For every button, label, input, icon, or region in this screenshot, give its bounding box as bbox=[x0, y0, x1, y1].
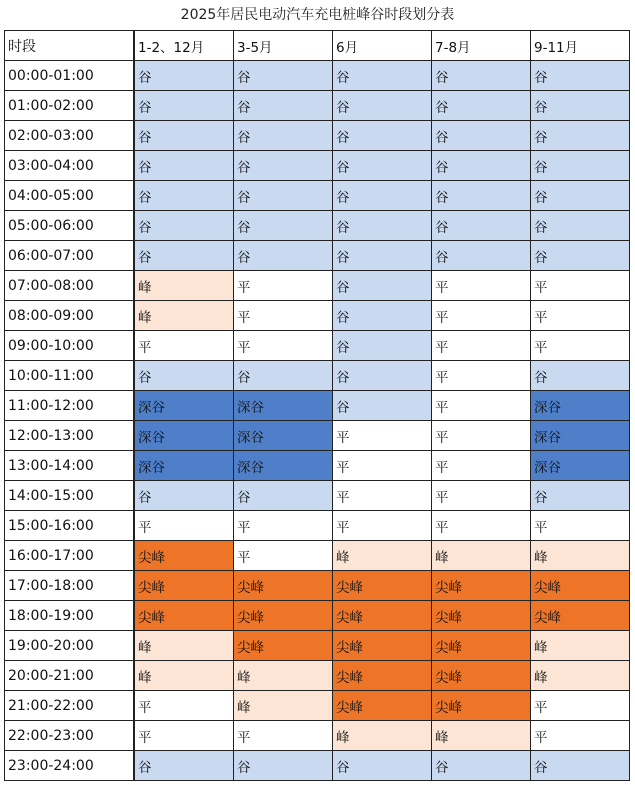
rate-cell: 平 bbox=[134, 331, 234, 361]
rate-cell: 平 bbox=[531, 271, 630, 301]
rate-cell: 尖峰 bbox=[531, 601, 630, 631]
rate-cell: 谷 bbox=[333, 151, 432, 181]
rate-cell: 谷 bbox=[333, 391, 432, 421]
rate-cell: 谷 bbox=[134, 61, 234, 91]
time-slot-cell: 17:00-18:00 bbox=[5, 571, 135, 601]
rate-cell: 谷 bbox=[531, 481, 630, 511]
table-row bbox=[5, 61, 630, 91]
rate-cell: 平 bbox=[234, 331, 333, 361]
time-slot-cell: 13:00-14:00 bbox=[5, 451, 135, 481]
rate-cell: 平 bbox=[432, 331, 531, 361]
rate-cell: 谷 bbox=[333, 751, 432, 781]
rate-cell: 谷 bbox=[234, 151, 333, 181]
rate-cell: 平 bbox=[234, 271, 333, 301]
rate-cell: 峰 bbox=[531, 661, 630, 691]
rate-cell: 平 bbox=[333, 481, 432, 511]
rate-cell: 谷 bbox=[531, 91, 630, 121]
rate-cell: 谷 bbox=[134, 241, 234, 271]
table-row bbox=[5, 211, 630, 241]
rate-cell: 谷 bbox=[234, 241, 333, 271]
rate-cell: 尖峰 bbox=[333, 601, 432, 631]
time-slot-cell: 08:00-09:00 bbox=[5, 301, 135, 331]
rate-cell: 平 bbox=[432, 271, 531, 301]
rate-cell: 平 bbox=[531, 691, 630, 721]
rate-cell: 尖峰 bbox=[333, 631, 432, 661]
rate-cell: 平 bbox=[333, 421, 432, 451]
rate-cell: 尖峰 bbox=[234, 601, 333, 631]
rate-cell: 谷 bbox=[531, 181, 630, 211]
rate-cell: 谷 bbox=[333, 241, 432, 271]
rate-cell: 平 bbox=[531, 331, 630, 361]
rate-cell: 尖峰 bbox=[134, 571, 234, 601]
time-slot-cell: 14:00-15:00 bbox=[5, 481, 135, 511]
header-row bbox=[5, 31, 630, 61]
rate-cell: 峰 bbox=[333, 541, 432, 571]
rate-cell: 深谷 bbox=[531, 451, 630, 481]
rate-cell: 平 bbox=[234, 511, 333, 541]
rate-cell: 平 bbox=[531, 721, 630, 751]
time-slot-cell: 05:00-06:00 bbox=[5, 211, 135, 241]
rate-cell: 平 bbox=[432, 301, 531, 331]
rate-cell: 深谷 bbox=[234, 451, 333, 481]
header-month-1: 1-2、12月 bbox=[134, 31, 234, 61]
table-row bbox=[5, 391, 630, 421]
rate-cell: 谷 bbox=[333, 61, 432, 91]
rate-cell: 谷 bbox=[234, 91, 333, 121]
time-slot-cell: 06:00-07:00 bbox=[5, 241, 135, 271]
rate-cell: 深谷 bbox=[234, 421, 333, 451]
rate-cell: 峰 bbox=[134, 631, 234, 661]
time-slot-cell: 23:00-24:00 bbox=[5, 751, 135, 781]
table-body bbox=[5, 31, 630, 781]
rate-cell: 峰 bbox=[234, 661, 333, 691]
rate-cell: 尖峰 bbox=[333, 661, 432, 691]
rate-cell: 平 bbox=[432, 511, 531, 541]
time-slot-cell: 07:00-08:00 bbox=[5, 271, 135, 301]
time-slot-cell: 20:00-21:00 bbox=[5, 661, 135, 691]
rate-cell: 谷 bbox=[234, 121, 333, 151]
rate-cell: 谷 bbox=[432, 61, 531, 91]
rate-cell: 谷 bbox=[333, 181, 432, 211]
rate-cell: 谷 bbox=[234, 181, 333, 211]
table-row bbox=[5, 751, 630, 781]
table-row bbox=[5, 601, 630, 631]
header-month-4: 7-8月 bbox=[432, 31, 531, 61]
rate-cell: 峰 bbox=[333, 721, 432, 751]
time-slot-cell: 04:00-05:00 bbox=[5, 181, 135, 211]
time-slot-cell: 11:00-12:00 bbox=[5, 391, 135, 421]
rate-cell: 尖峰 bbox=[432, 691, 531, 721]
table-row bbox=[5, 691, 630, 721]
table-title: 2025年居民电动汽车充电桩峰谷时段划分表 bbox=[180, 7, 455, 23]
rate-cell: 尖峰 bbox=[333, 691, 432, 721]
rate-cell: 谷 bbox=[134, 91, 234, 121]
header-period: 时段 bbox=[5, 31, 135, 61]
rate-cell: 谷 bbox=[333, 271, 432, 301]
rate-cell: 尖峰 bbox=[234, 571, 333, 601]
table-row bbox=[5, 421, 630, 451]
rate-cell: 平 bbox=[432, 361, 531, 391]
rate-cell: 谷 bbox=[432, 181, 531, 211]
rate-cell: 谷 bbox=[333, 211, 432, 241]
rate-cell: 峰 bbox=[432, 541, 531, 571]
table-row bbox=[5, 451, 630, 481]
rate-cell: 谷 bbox=[234, 211, 333, 241]
rate-cell: 谷 bbox=[333, 361, 432, 391]
rate-cell: 谷 bbox=[333, 91, 432, 121]
time-slot-cell: 22:00-23:00 bbox=[5, 721, 135, 751]
rate-cell: 深谷 bbox=[234, 391, 333, 421]
header-month-2: 3-5月 bbox=[234, 31, 333, 61]
time-slot-cell: 00:00-01:00 bbox=[5, 61, 135, 91]
rate-cell: 谷 bbox=[134, 211, 234, 241]
rate-cell: 谷 bbox=[234, 361, 333, 391]
rate-cell: 谷 bbox=[234, 61, 333, 91]
rate-cell: 平 bbox=[432, 391, 531, 421]
table-row bbox=[5, 301, 630, 331]
rate-cell: 谷 bbox=[333, 301, 432, 331]
rate-cell: 谷 bbox=[531, 211, 630, 241]
peak-valley-table bbox=[4, 30, 630, 781]
rate-cell: 谷 bbox=[432, 241, 531, 271]
rate-cell: 峰 bbox=[531, 631, 630, 661]
time-slot-cell: 16:00-17:00 bbox=[5, 541, 135, 571]
rate-cell: 尖峰 bbox=[432, 661, 531, 691]
rate-cell: 平 bbox=[234, 301, 333, 331]
rate-cell: 峰 bbox=[234, 691, 333, 721]
rate-cell: 平 bbox=[134, 511, 234, 541]
rate-cell: 深谷 bbox=[134, 391, 234, 421]
rate-cell: 谷 bbox=[531, 361, 630, 391]
rate-cell: 深谷 bbox=[531, 391, 630, 421]
table-row bbox=[5, 631, 630, 661]
time-slot-cell: 10:00-11:00 bbox=[5, 361, 135, 391]
rate-cell: 谷 bbox=[333, 121, 432, 151]
rate-cell: 尖峰 bbox=[333, 571, 432, 601]
rate-cell: 峰 bbox=[432, 721, 531, 751]
rate-cell: 谷 bbox=[531, 241, 630, 271]
table-row bbox=[5, 361, 630, 391]
header-month-5: 9-11月 bbox=[531, 31, 630, 61]
rate-cell: 尖峰 bbox=[432, 631, 531, 661]
table-row bbox=[5, 271, 630, 301]
rate-cell: 峰 bbox=[134, 271, 234, 301]
time-slot-cell: 02:00-03:00 bbox=[5, 121, 135, 151]
rate-cell: 峰 bbox=[531, 541, 630, 571]
table-row bbox=[5, 661, 630, 691]
rate-cell: 峰 bbox=[134, 661, 234, 691]
table-row bbox=[5, 151, 630, 181]
time-slot-cell: 21:00-22:00 bbox=[5, 691, 135, 721]
rate-cell: 谷 bbox=[134, 151, 234, 181]
rate-cell: 尖峰 bbox=[432, 601, 531, 631]
table-row bbox=[5, 481, 630, 511]
table-row bbox=[5, 571, 630, 601]
rate-cell: 深谷 bbox=[134, 451, 234, 481]
rate-cell: 尖峰 bbox=[134, 541, 234, 571]
rate-cell: 尖峰 bbox=[432, 571, 531, 601]
rate-cell: 谷 bbox=[432, 211, 531, 241]
rate-cell: 平 bbox=[134, 721, 234, 751]
rate-cell: 谷 bbox=[531, 61, 630, 91]
table-row bbox=[5, 541, 630, 571]
table-row bbox=[5, 91, 630, 121]
time-slot-cell: 19:00-20:00 bbox=[5, 631, 135, 661]
rate-cell: 平 bbox=[234, 721, 333, 751]
rate-cell: 平 bbox=[432, 481, 531, 511]
rate-cell: 深谷 bbox=[531, 421, 630, 451]
rate-cell: 平 bbox=[333, 511, 432, 541]
rate-cell: 谷 bbox=[432, 151, 531, 181]
time-slot-cell: 03:00-04:00 bbox=[5, 151, 135, 181]
rate-cell: 尖峰 bbox=[134, 601, 234, 631]
table-row bbox=[5, 181, 630, 211]
rate-cell: 平 bbox=[432, 451, 531, 481]
time-slot-cell: 18:00-19:00 bbox=[5, 601, 135, 631]
time-slot-cell: 12:00-13:00 bbox=[5, 421, 135, 451]
rate-cell: 谷 bbox=[333, 331, 432, 361]
rate-cell: 谷 bbox=[134, 361, 234, 391]
rate-cell: 平 bbox=[432, 421, 531, 451]
rate-cell: 平 bbox=[134, 691, 234, 721]
rate-cell: 谷 bbox=[234, 481, 333, 511]
rate-cell: 谷 bbox=[432, 751, 531, 781]
header-month-3: 6月 bbox=[333, 31, 432, 61]
rate-cell: 峰 bbox=[134, 301, 234, 331]
table-row bbox=[5, 331, 630, 361]
table-row bbox=[5, 721, 630, 751]
rate-cell: 谷 bbox=[531, 751, 630, 781]
table-row bbox=[5, 511, 630, 541]
rate-cell: 谷 bbox=[134, 481, 234, 511]
rate-cell: 平 bbox=[234, 541, 333, 571]
rate-cell: 谷 bbox=[234, 751, 333, 781]
table-row bbox=[5, 121, 630, 151]
time-slot-cell: 15:00-16:00 bbox=[5, 511, 135, 541]
rate-cell: 谷 bbox=[531, 121, 630, 151]
rate-cell: 平 bbox=[531, 301, 630, 331]
rate-cell: 平 bbox=[531, 511, 630, 541]
rate-cell: 尖峰 bbox=[531, 571, 630, 601]
rate-cell: 平 bbox=[333, 451, 432, 481]
rate-cell: 深谷 bbox=[134, 421, 234, 451]
rate-cell: 谷 bbox=[432, 91, 531, 121]
time-slot-cell: 09:00-10:00 bbox=[5, 331, 135, 361]
rate-cell: 谷 bbox=[134, 121, 234, 151]
rate-cell: 谷 bbox=[134, 181, 234, 211]
rate-cell: 尖峰 bbox=[234, 631, 333, 661]
table-row bbox=[5, 241, 630, 271]
rate-cell: 谷 bbox=[134, 751, 234, 781]
rate-cell: 谷 bbox=[432, 121, 531, 151]
time-slot-cell: 01:00-02:00 bbox=[5, 91, 135, 121]
rate-cell: 谷 bbox=[531, 151, 630, 181]
